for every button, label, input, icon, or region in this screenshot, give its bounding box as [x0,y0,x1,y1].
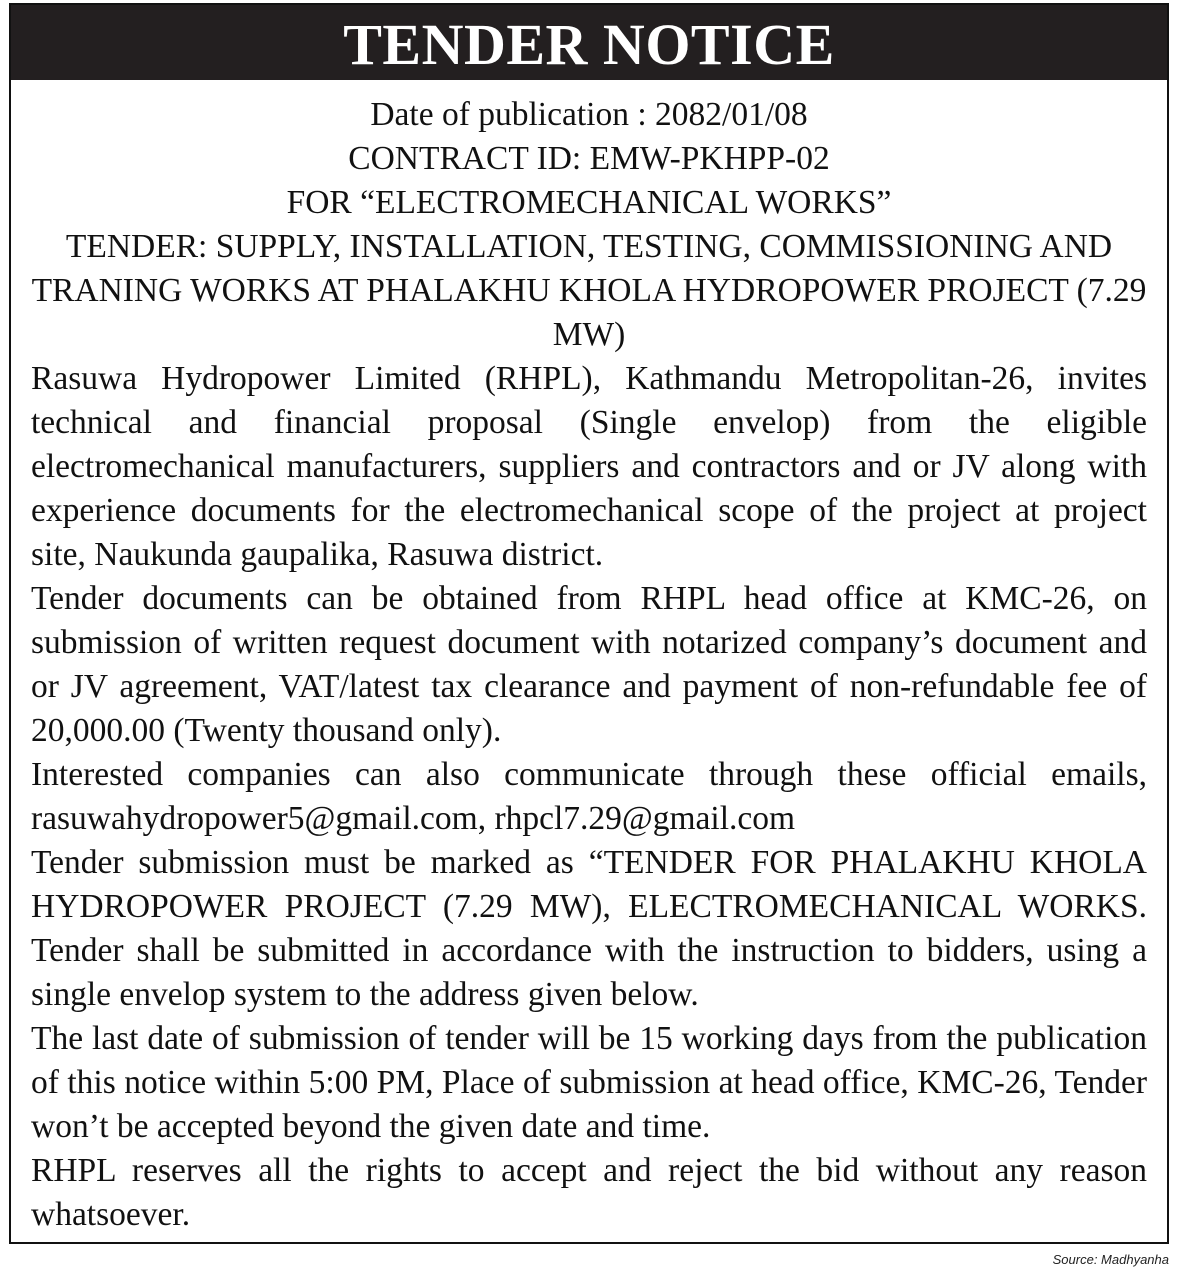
contract-id: CONTRACT ID: EMW-PKHPP-02 [348,140,830,177]
tender-subject: TENDER: SUPPLY, INSTALLATION, TESTING, COMMISSIONING AND TRANING WORKS AT PHALAKHU KHOLA HYDROPOWER PROJECT (7.29 MW) [31,228,1147,353]
notice-title: TENDER NOTICE [343,11,835,77]
rights-paragraph: RHPL reserves all the rights to accept and reject the bid without any reason whatsoever. [31,1152,1147,1233]
publication-date: Date of publication : 2082/01/08 [370,96,808,133]
submission-marking-paragraph: Tender submission must be marked as “TENDER FOR PHALAKHU KHOLA HYDROPOWER PROJECT (7.29 MW), ELECTROMECHANICAL WORKS. Tender shall be submitted in accordance with the instruction to bidders, using a single envelop system to the address given below. [31,844,1147,1013]
tender-notice [9,3,1169,1244]
works-type: FOR “ELECTROMECHANICAL WORKS” [286,184,892,221]
title-bar [11,5,1167,80]
contact-paragraph: Interested companies can also communicate through these official emails, rasuwahydropower5@gmail.com, rhpcl7.29@gmail.com [31,756,1147,837]
source-credit: Source: Madhyanha [1052,1252,1169,1267]
notice-content [31,93,1147,1237]
deadline-paragraph: The last date of submission of tender will be 15 working days from the publication of this notice within 5:00 PM, Place of submission at head office, KMC-26, Tender won’t be accepted beyond the given date and time. [31,1020,1147,1145]
invitation-paragraph: Rasuwa Hydropower Limited (RHPL), Kathmandu Metropolitan-26, invites technical and financial proposal (Single envelop) from the eligible electromechanical manufacturers, suppliers and contractors and or JV along with experience documents for the electromechanical scope of the project at project site, Naukunda gaupalika, Rasuwa district. [31,360,1147,573]
documents-paragraph: Tender documents can be obtained from RHPL head office at KMC-26, on submission of written request document with notarized company’s document and or JV agreement, VAT/latest tax clearance and payment of non-refundable fee of 20,000.00 (Twenty thousand only). [31,580,1147,749]
